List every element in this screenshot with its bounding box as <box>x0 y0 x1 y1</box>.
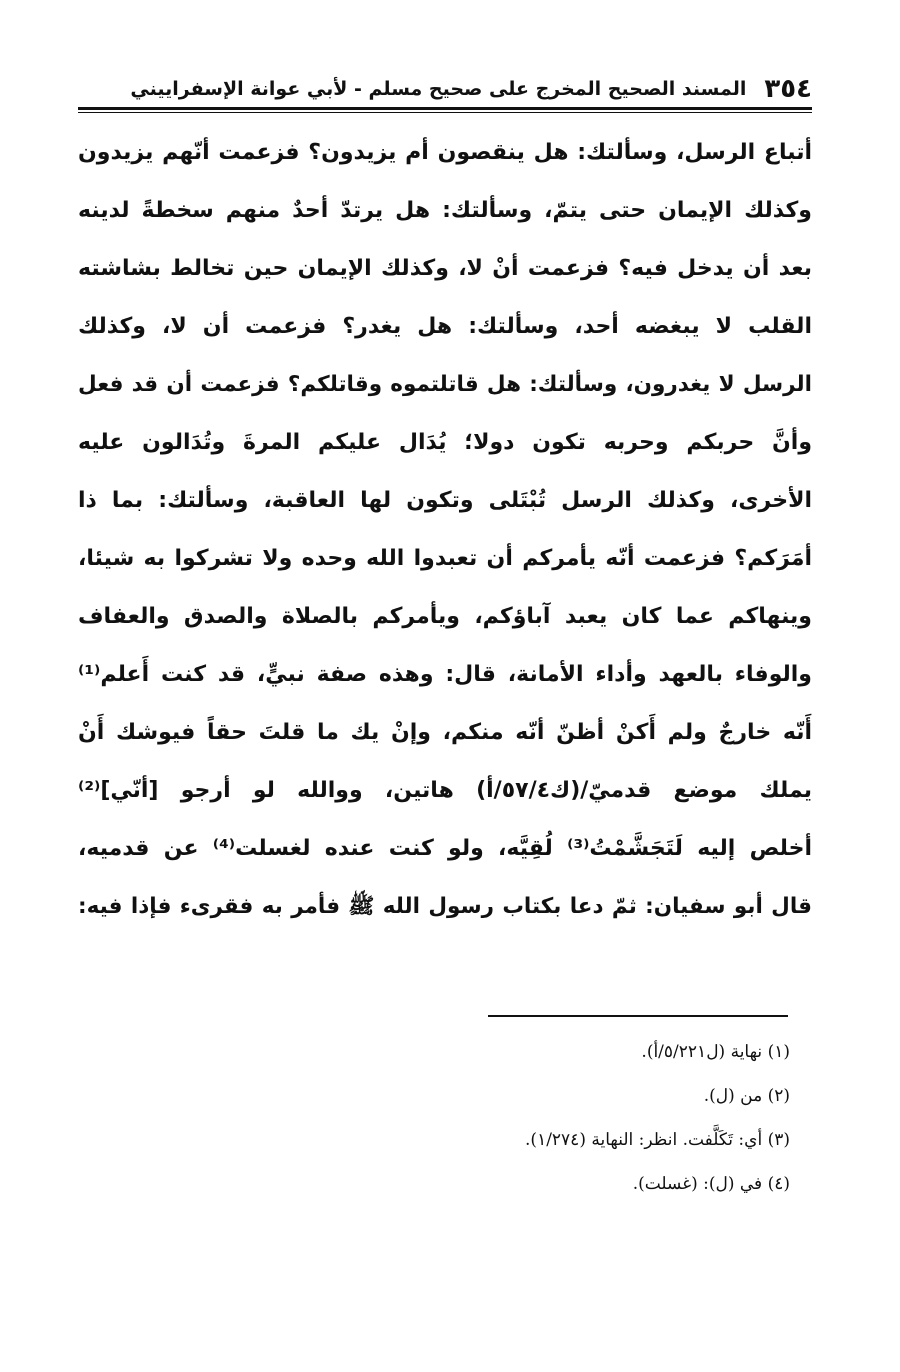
text-line: وكذلك الإيمان حتى يتمّ، وسألتك: هل يرتدّ أحدٌ منهم سخطةً لدينه <box>78 198 812 223</box>
text-line: أَنّه خارجٌ ولم أَكنْ أظنّ أنّه منكم، وإنْ يك ما قلتَ حقاً فيوشك أَنْ <box>78 720 812 745</box>
text-line: والوفاء بالعهد وأداء الأمانة، قال: وهذه صفة نبيٍّ، قد كنت أَعلم⁽¹⁾ <box>78 662 812 687</box>
footnote-separator <box>488 1015 788 1017</box>
text-line: أمَرَكم؟ فزعمت أنّه يأمركم أن تعبدوا الله وحده ولا تشركوا به شيئا، <box>78 546 812 571</box>
text-line: الأخرى، وكذلك الرسل تُبْتَلى وتكون لها العاقبة، وسألتك: بما ذا <box>78 488 812 513</box>
footnote-item: (٣) أي: تَكَلَّفت. انظر: النهاية (١/٢٧٤). <box>525 1130 790 1150</box>
page-number: ٣٥٤ <box>764 74 812 104</box>
footnote-item: (٢) من (ل). <box>703 1086 790 1106</box>
main-text <box>78 124 812 936</box>
text-line: يملك موضع قدميّ/(ك٥٧/٤/أ) هاتين، ووالله لو أرجو [أنّي]⁽²⁾ <box>78 778 812 803</box>
text-line: وينهاكم عما كان يعبد آباؤكم، ويأمركم بالصلاة والصدق والعفاف <box>78 604 812 629</box>
footnotes <box>200 1030 790 1206</box>
footnote-item: (١) نهاية (ل٥/٢٢١/أ). <box>641 1042 790 1062</box>
text-line: وأنَّ حربكم وحربه تكون دولا؛ يُدَال عليكم المرةَ وتُدَالون عليه <box>78 430 812 455</box>
text-line: أخلص إليه لَتَجَشَّمْتُ⁽³⁾ لُقِيَّه، ولو كنت عنده لغسلت⁽⁴⁾ عن قدميه، <box>78 836 812 861</box>
footnote-item: (٤) في (ل): (غسلت). <box>632 1174 790 1194</box>
text-line: الرسل لا يغدرون، وسألتك: هل قاتلتموه وقاتلكم؟ فزعمت أن قد فعل <box>78 372 812 397</box>
text-line: قال أبو سفيان: ثمّ دعا بكتاب رسول الله ﷺ فأمر به فقرىء فإذا فيه: <box>78 894 812 919</box>
page-header <box>78 72 812 106</box>
text-line: القلب لا يبغضه أحد، وسألتك: هل يغدر؟ فزعمت أن لا، وكذلك <box>78 314 812 339</box>
text-line: أتباع الرسل، وسألتك: هل ينقصون أم يزيدون؟ فزعمت أنّهم يزيدون <box>78 140 812 165</box>
header-rule-thick <box>78 107 812 110</box>
text-line: بعد أن يدخل فيه؟ فزعمت أنْ لا، وكذلك الإيمان حين تخالط بشاشته <box>78 256 812 281</box>
header-rule-thin <box>78 112 812 113</box>
running-title: المسند الصحيح المخرج على صحيح مسلم - لأبي عوانة الإسفراييني <box>130 78 747 100</box>
